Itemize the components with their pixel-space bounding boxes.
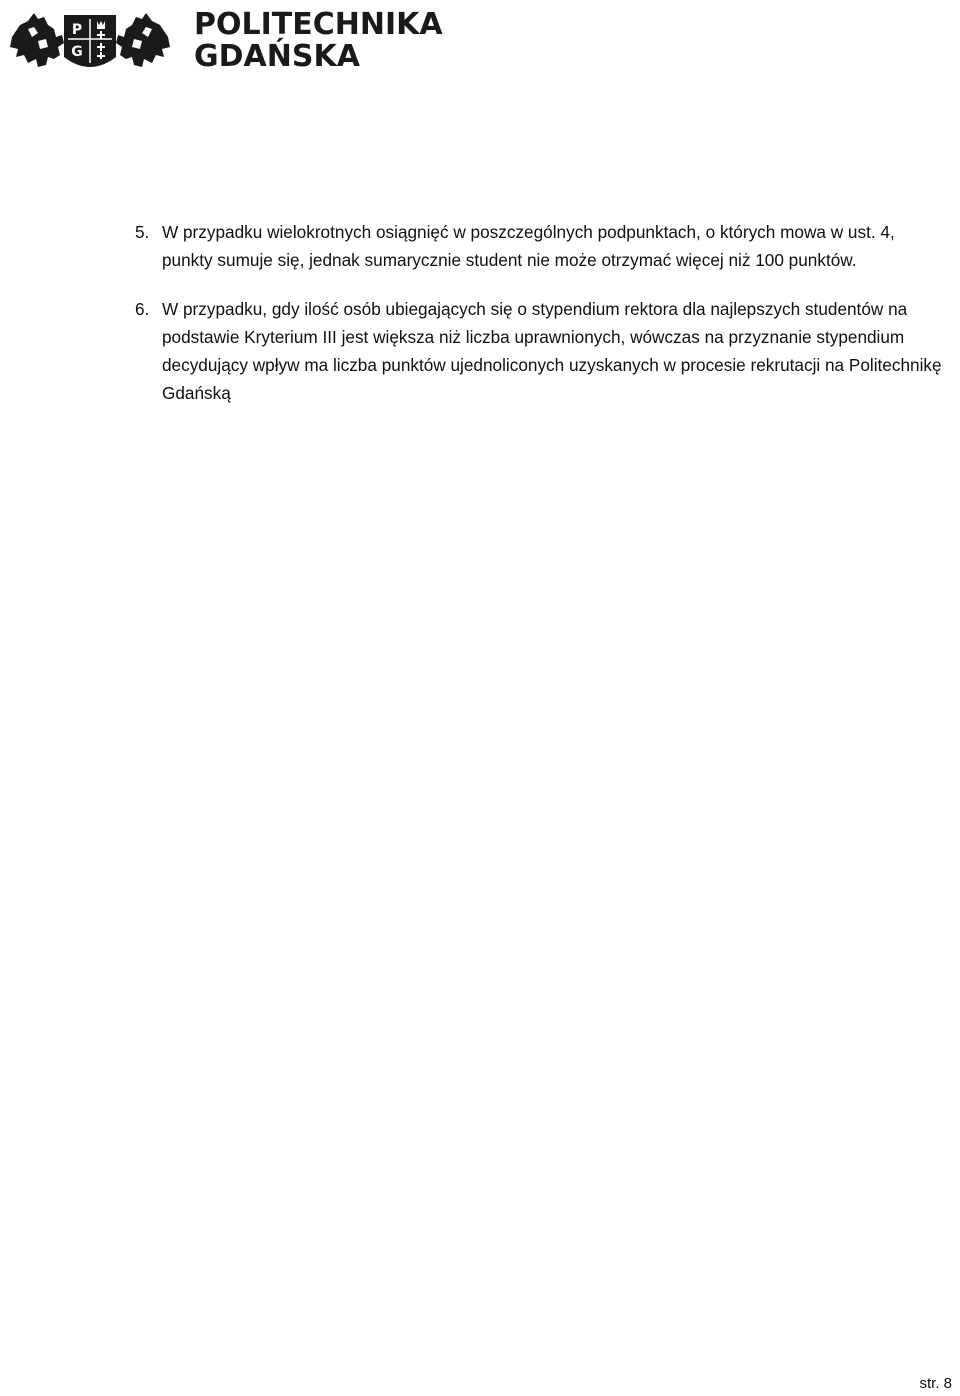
list-item-number: 5. bbox=[135, 222, 150, 242]
wordmark-line-1: POLITECHNIKA bbox=[194, 7, 443, 42]
shield-letter-p: P bbox=[71, 22, 83, 38]
list-item bbox=[135, 218, 945, 274]
page-header bbox=[8, 6, 443, 76]
shield-letter-g: G bbox=[71, 44, 83, 60]
list-item bbox=[135, 295, 945, 407]
list-item-text: W przypadku wielokrotnych osiągnięć w poszczególnych podpunktach, o których mowa w ust. 4, punkty sumuje się, jednak sumarycznie student nie może otrzymać więcej niż 100 punktów. bbox=[162, 222, 895, 270]
list-item-text: W przypadku, gdy ilość osób ubiegających się o stypendium rektora dla najlepszych studentów na podstawie Kryterium III jest większa niż liczba uprawnionych, wówczas na przyznanie stypendium decydujący wpływ ma liczba punktów ujednoliconych uzyskanych w procesie rekrutacji na Politechnikę Gdańską bbox=[162, 299, 942, 403]
list-item-number: 6. bbox=[135, 299, 150, 319]
document-body bbox=[135, 218, 945, 407]
university-wordmark bbox=[194, 9, 443, 73]
pg-crest-logo-icon bbox=[8, 7, 172, 75]
wordmark-line-2: GDAŃSKA bbox=[194, 39, 360, 74]
page-number: str. 8 bbox=[919, 1375, 952, 1392]
